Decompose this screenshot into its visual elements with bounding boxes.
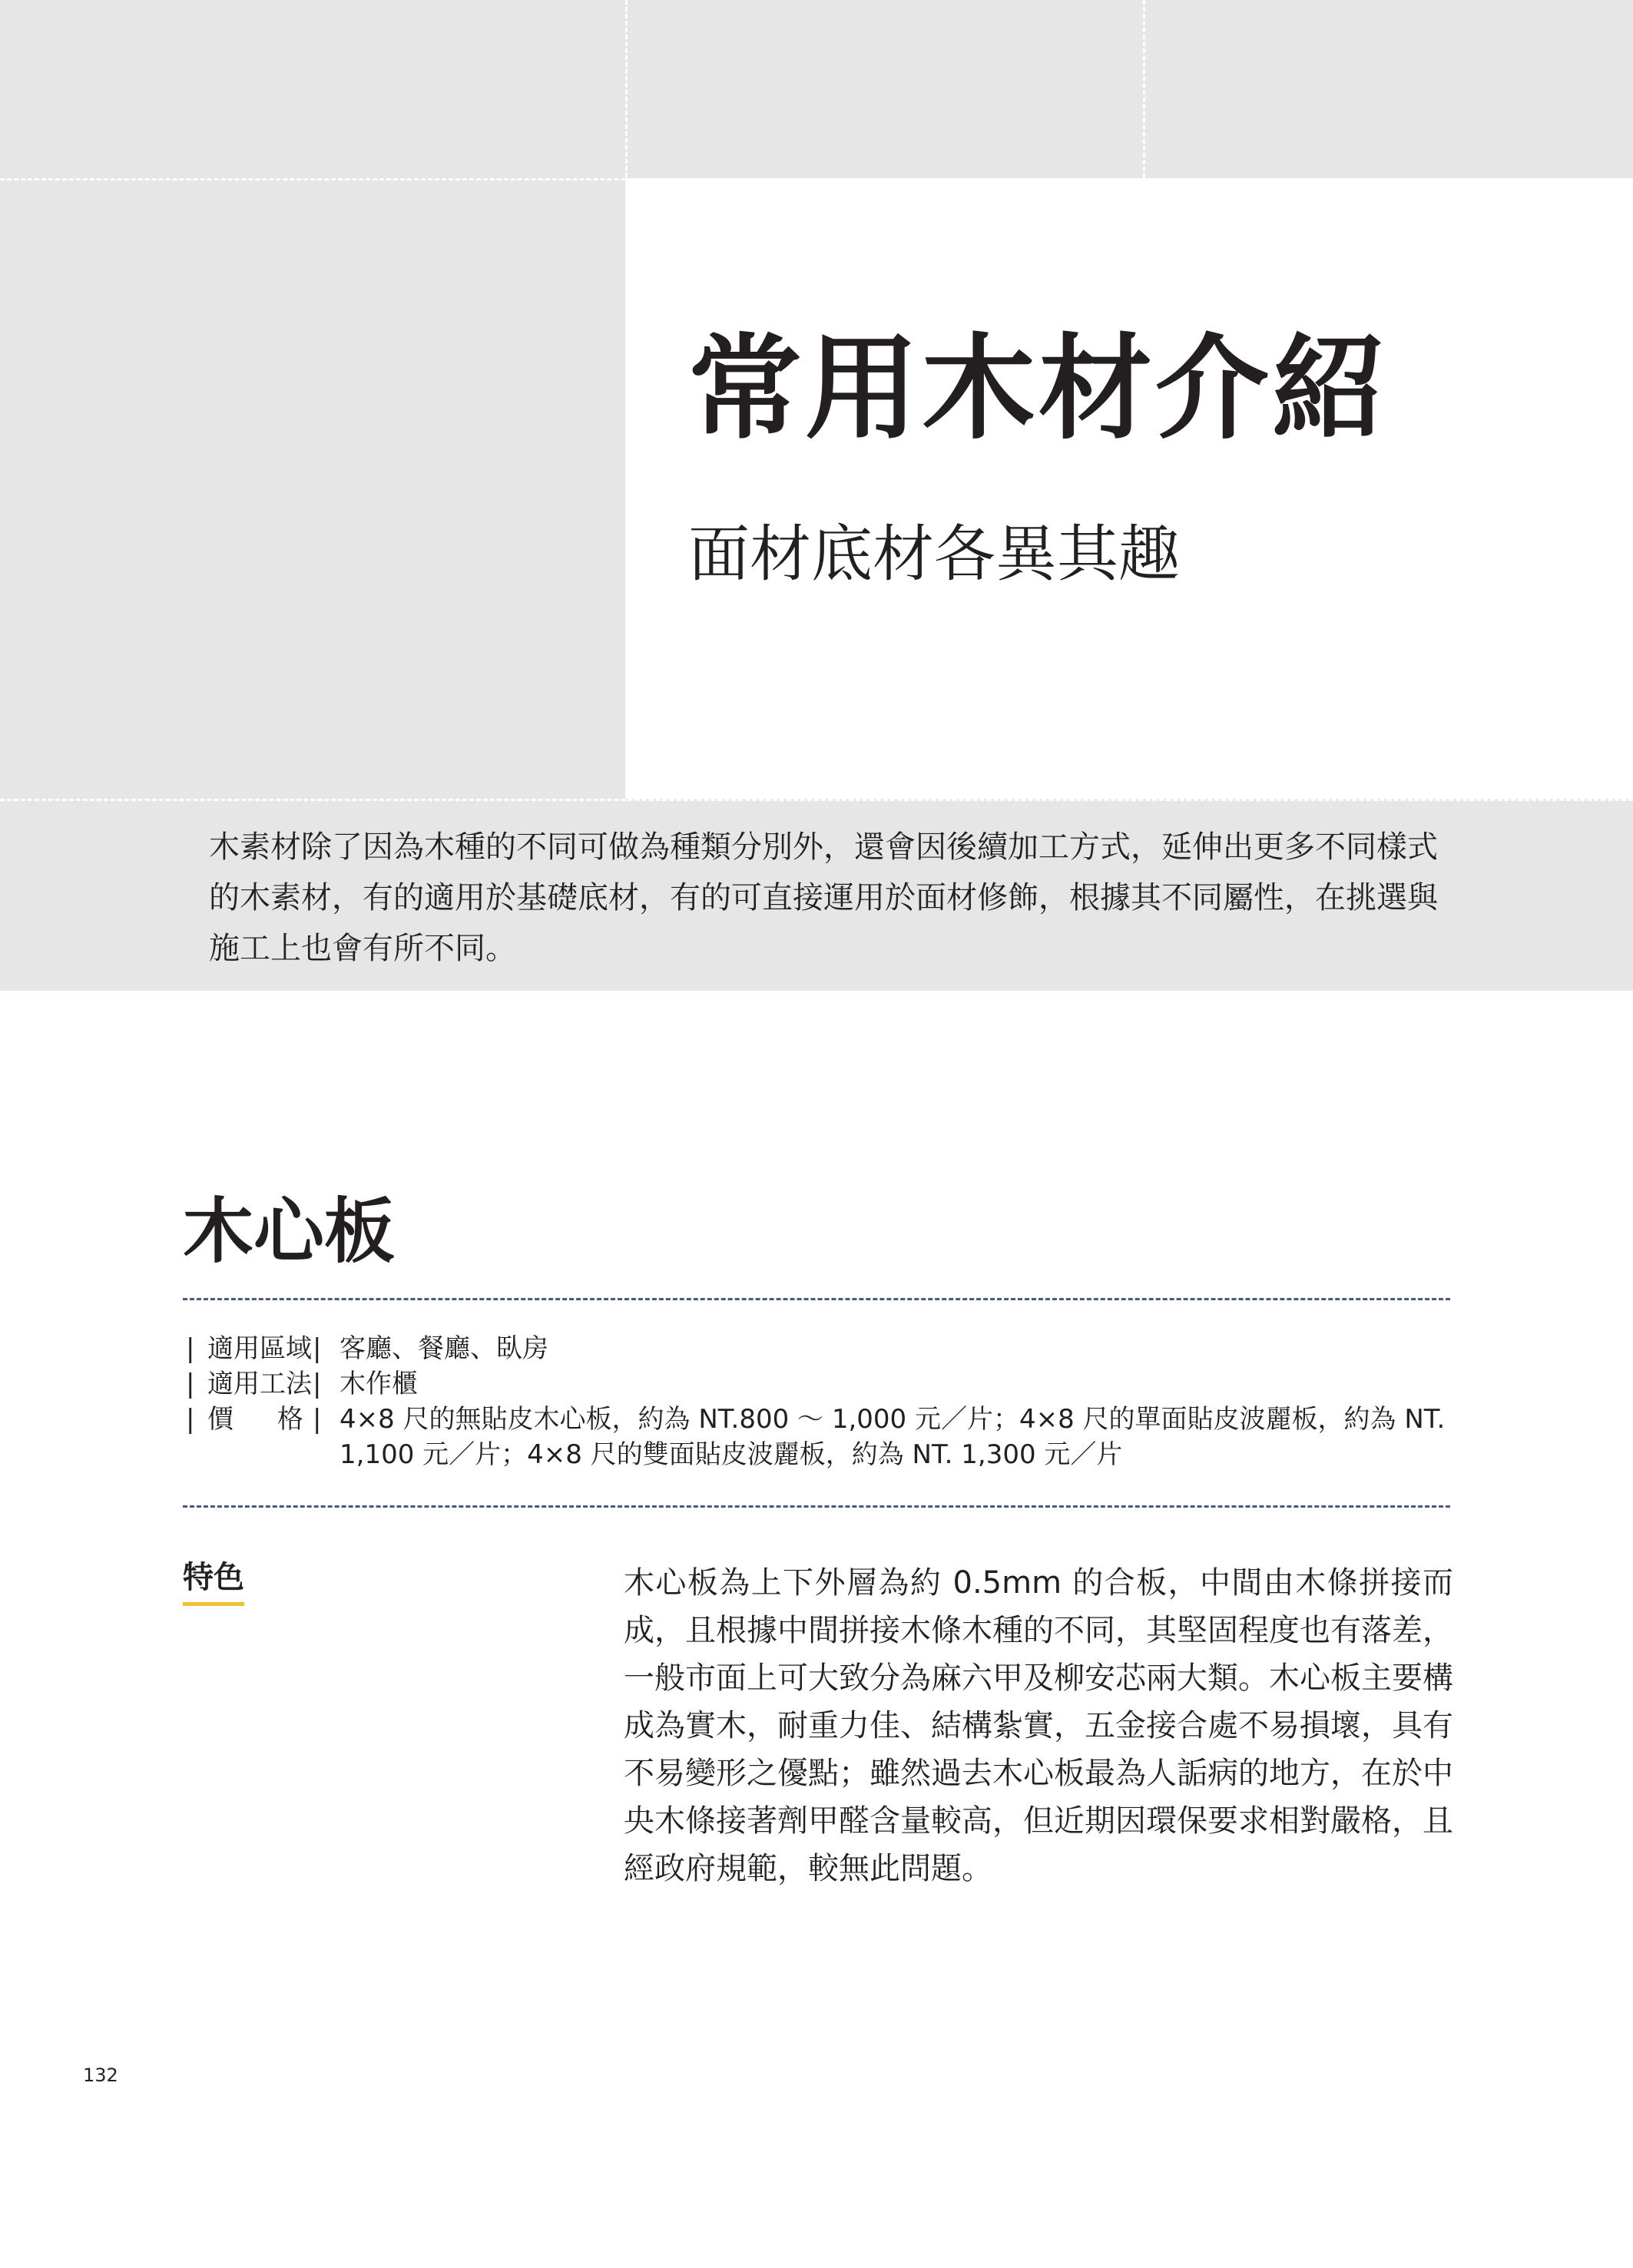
grid-line-top: [0, 178, 1633, 180]
spec-label-method: 適用工法: [207, 1369, 312, 1399]
grid-line-left: [625, 0, 628, 799]
spec-value-method: 木作櫃: [340, 1369, 418, 1399]
spec-label-area: 適用區域: [207, 1333, 312, 1364]
divider-bottom: [183, 1505, 1450, 1508]
spec-label-price: [207, 1402, 303, 1437]
divider-top: [183, 1298, 1450, 1300]
intro-paragraph: 木素材除了因為木種的不同可做為種類分別外，還會因後續加工方式，延伸出更多不同樣式的木素材，有的適用於基礎底材，有的可直接運用於面材修飾，根據其不同屬性，在挑選與施工上也會有所不同。: [209, 829, 1438, 966]
spec-bracket: |: [186, 1404, 195, 1435]
page-number: 132: [83, 2064, 118, 2086]
spec-label-price-char-1: 價: [207, 1404, 234, 1435]
page-subtitle: 面材底材各異其趣: [688, 518, 1180, 590]
spec-bracket: |: [313, 1333, 322, 1364]
spec-bracket: |: [313, 1369, 322, 1399]
title-panel: [625, 178, 1633, 799]
spec-label-price-char-2: 格: [277, 1404, 303, 1435]
feature-label-underline: [183, 1602, 244, 1606]
spec-bracket: |: [186, 1369, 195, 1399]
spec-value-area: 客廳、餐廳、臥房: [340, 1333, 548, 1364]
grid-line-right: [1143, 0, 1145, 178]
feature-body: 木心板為上下外層為約 0.5mm 的合板，中間由木條拼接而成，且根據中間拼接木條木種的不同，其堅固程度也有落差，一般市面上可大致分為麻六甲及柳安芯兩大類。木心板主要構成為實木，耐重力佳、結構紮實，五金接合處不易損壞，具有不易變形之優點；雖然過去木心板最為人詬病的地方，在於中央木條接著劑甲醛含量較高，但近期因環保要求相對嚴格，且經政府規範，較無此問題。: [624, 1565, 1453, 1886]
feature-label: 特色: [183, 1560, 244, 1595]
grid-line-bottom: [0, 799, 1633, 801]
section-title: 木心板: [183, 1190, 396, 1273]
spec-value-price: 4×8 尺的無貼皮木心板，約為 NT.800 ～ 1,000 元／片；4×8 尺的單面貼皮波麗板，約為 NT. 1,100 元／片；4×8 尺的雙面貼皮波麗板，約為 NT. 1,300 元／片: [340, 1404, 1446, 1470]
page-title: 常用木材介紹: [688, 323, 1389, 455]
spec-bracket: |: [186, 1333, 195, 1364]
spec-bracket: |: [313, 1404, 322, 1435]
